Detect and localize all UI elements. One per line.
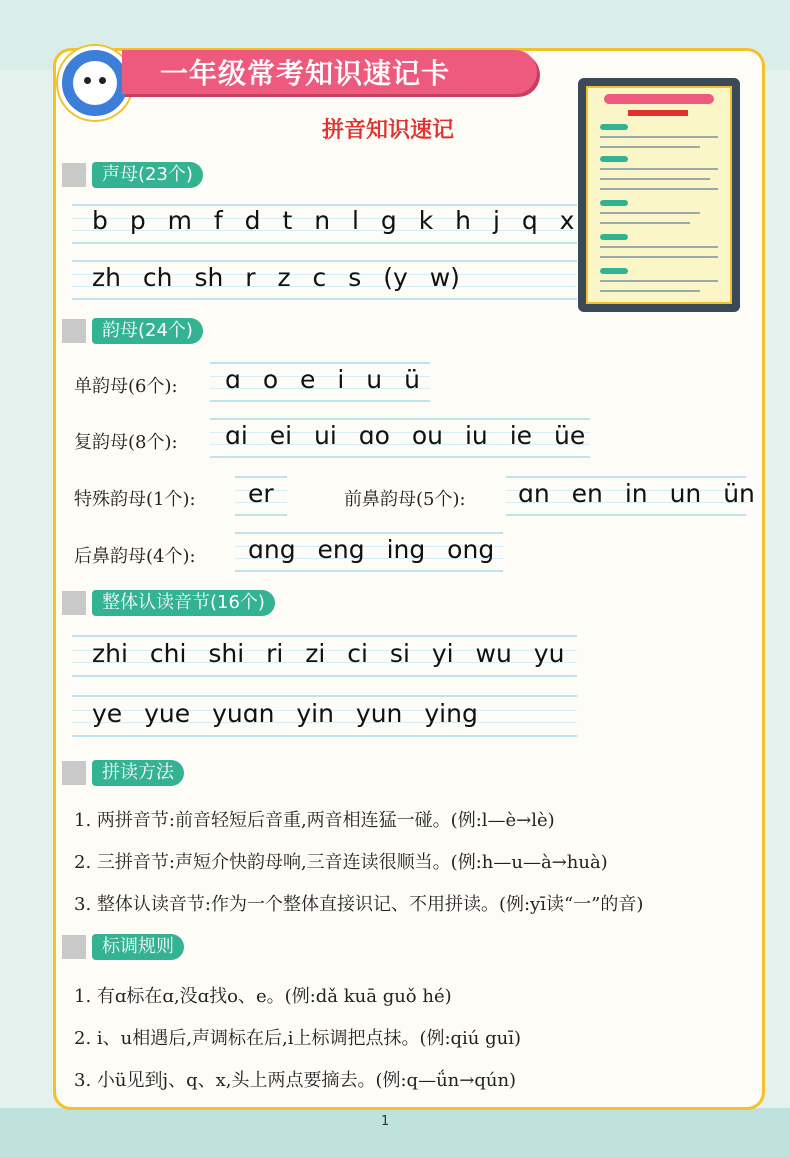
pindu-item-1: 1. 两拼音节:前音轻短后音重,两音相连猛一碰。(例:l—è→lè) <box>74 810 555 831</box>
pindu-item-3: 3. 整体认读音节:作为一个整体直接识记、不用拼读。(例:yī读“一”的音) <box>74 894 644 915</box>
mascot-icon <box>58 46 132 120</box>
biaodiao-item-2: 2. i、u相遇后,声调标在后,i上标调把点抹。(例:qiú guī) <box>74 1028 522 1049</box>
section-label: 拼读方法 <box>92 760 184 786</box>
book-preview-icon <box>578 78 740 312</box>
dan-yunmu-label: 单韵母(6个): <box>74 376 178 397</box>
mascot-face <box>73 61 117 105</box>
qian-yunmu-label: 前鼻韵母(5个): <box>344 489 466 510</box>
page-title: 一年级常考知识速记卡 <box>122 50 537 94</box>
section-label: 韵母(24个) <box>92 318 203 344</box>
shengmu-line-1: b p m f d t n l g k h j q x <box>92 206 575 235</box>
section-biaodiao <box>62 934 184 960</box>
book-cover <box>586 86 732 304</box>
biaodiao-item-3: 3. 小ü见到j、q、x,头上两点要摘去。(例:q—ǘn→qún) <box>74 1070 517 1091</box>
te-yunmu: er <box>248 479 274 508</box>
biaodiao-item-1: 1. 有ɑ标在ɑ,没ɑ找o、e。(例:dǎ kuā guǒ hé) <box>74 986 452 1007</box>
section-zhengti <box>62 590 275 616</box>
shengmu-line-2: zh ch sh r z c s (y w) <box>92 263 460 292</box>
bottom-band <box>0 1108 790 1157</box>
dan-yunmu: ɑ o e i u ü <box>225 365 420 394</box>
fu-yunmu: ɑi ei ui ɑo ou iu ie üe <box>225 421 586 450</box>
section-label: 标调规则 <box>92 934 184 960</box>
section-pindu <box>62 760 184 786</box>
section-label: 声母(23个) <box>92 162 203 188</box>
te-yunmu-label: 特殊韵母(1个): <box>74 489 196 510</box>
section-label: 整体认读音节(16个) <box>92 590 275 616</box>
page-subtitle: 拼音知识速记 <box>322 118 455 143</box>
qian-yunmu: ɑn en in un ün <box>518 479 755 508</box>
page-number: 1 <box>381 1114 390 1129</box>
zhengti-line-1: zhi chi shi ri zi ci si yi wu yu <box>92 639 565 668</box>
section-yunmu <box>62 318 203 344</box>
pindu-item-2: 2. 三拼音节:声短介快韵母响,三音连读很顺当。(例:h—u—à→huà) <box>74 852 608 873</box>
section-shengmu <box>62 162 203 188</box>
fu-yunmu-label: 复韵母(8个): <box>74 432 178 453</box>
hou-yunmu: ɑng eng ing ong <box>248 535 495 564</box>
hou-yunmu-label: 后鼻韵母(4个): <box>74 546 196 567</box>
zhengti-line-2: ye yue yuɑn yin yun ying <box>92 699 478 728</box>
